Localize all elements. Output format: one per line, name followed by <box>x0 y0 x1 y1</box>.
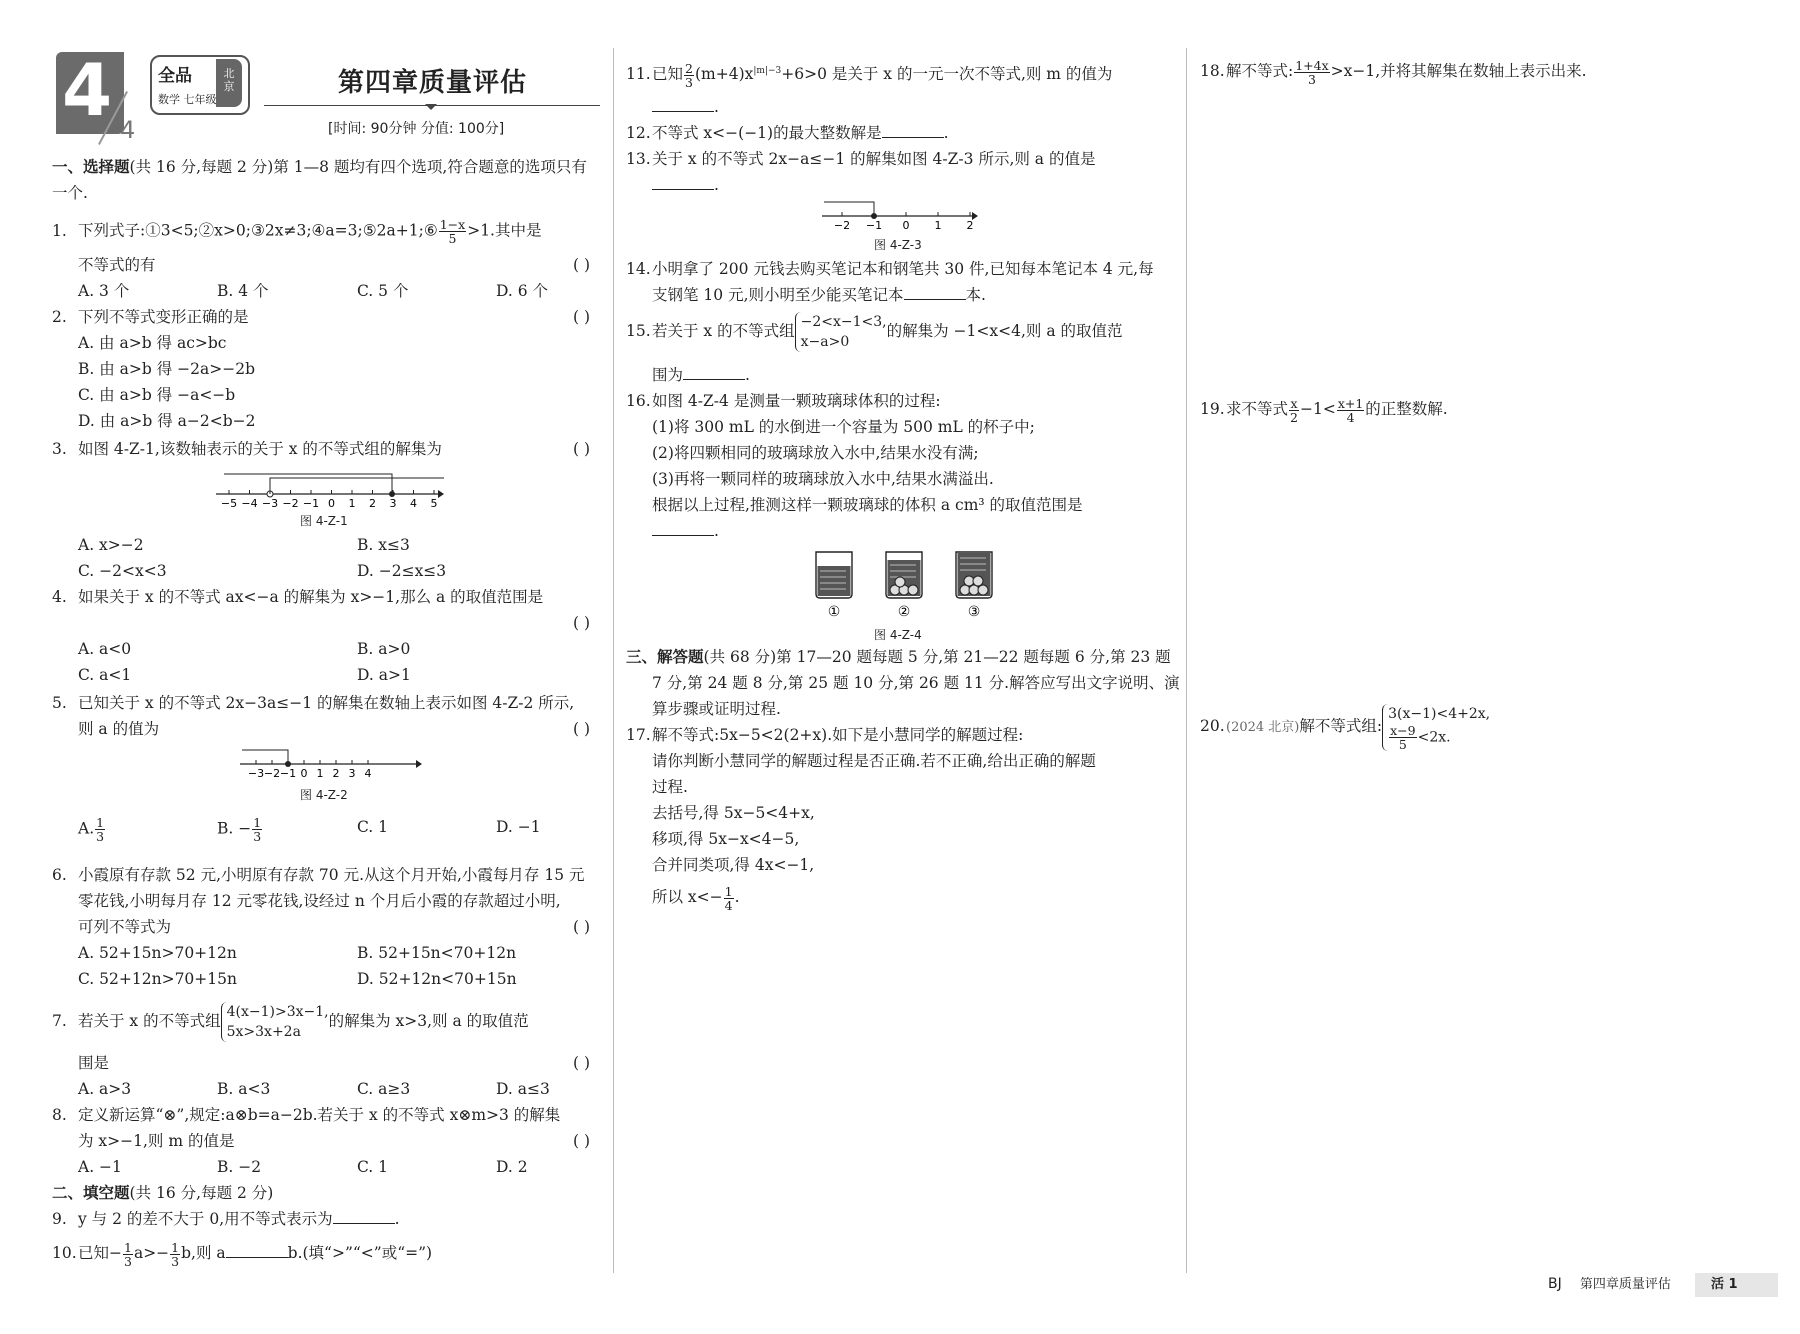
q1-fraction <box>439 218 466 245</box>
axis-tick-label: 0 <box>300 767 308 780</box>
q13-end: . <box>714 176 719 194</box>
q6-opt-c: C. 52+12n>70+15n <box>78 970 237 988</box>
time-info: [时间: 90分钟 分值: 100分] <box>328 121 505 137</box>
q8-line2: 为 x>−1,则 m 的值是 <box>78 1132 235 1150</box>
q18-frac-den: 3 <box>1307 71 1316 87</box>
q5-a-num: 1 <box>96 815 105 830</box>
axis-tick-label: 2 <box>966 219 974 232</box>
q16-text: 如图 4-Z-4 是测量一颗玻璃球体积的过程: <box>652 392 941 410</box>
q6-opt-a: A. 52+15n>70+12n <box>78 944 237 962</box>
q5-opt-a-frac <box>95 816 105 843</box>
q4-opt-d: D. a>1 <box>357 666 411 684</box>
q14-line2: 支钢笔 10 元,则小明至少能买笔记本 <box>652 286 904 304</box>
q17-step1: 去括号,得 5x−5<4+x, <box>652 804 815 822</box>
answer-paren: ( ) <box>572 308 590 326</box>
q20-sys2: <2x. <box>1417 729 1451 745</box>
q14-text: 小明拿了 200 元钱去购买笔记本和钢笔共 30 件,已知每本笔记本 4 元,每 <box>652 260 1154 278</box>
q6-line3: 可列不等式为 <box>78 918 172 936</box>
axis-tick-label: −1 <box>279 767 297 780</box>
footer-page: 活 1 <box>1695 1273 1778 1297</box>
q3-opt-c: C. −2<x<3 <box>78 562 167 580</box>
q15-system <box>795 312 887 352</box>
q6-line2: 零花钱,小明每月存 12 元零花钱,设经过 n 个月后小霞的存款超过小明, <box>78 892 561 910</box>
q15-answer-blank[interactable] <box>683 365 745 380</box>
footer-code: BJ <box>1548 1276 1562 1292</box>
q8-text: 定义新运算“⊗”,规定:a⊗b=a−2b.若关于 x 的不等式 x⊗m>3 的解集 <box>78 1106 561 1124</box>
q15-end: . <box>745 366 750 384</box>
q17-line1: 请你判断小慧同学的解题过程是否正确.若不正确,给出正确的解题 <box>652 752 1096 770</box>
q19-f1-num: x <box>1290 395 1298 411</box>
column-divider-2 <box>1186 48 1187 1273</box>
q1-opt-c: C. 5 个 <box>357 282 409 300</box>
q5-b-den: 3 <box>253 829 262 844</box>
q6-num: 6. <box>52 866 67 884</box>
chapter-number: 4 <box>62 48 113 132</box>
q12-text: 不等式 x<−(−1)的最大整数解是 <box>652 124 882 142</box>
answer-paren: ( ) <box>572 1054 590 1072</box>
q8-opt-b: B. −2 <box>217 1158 262 1176</box>
q9-answer-blank[interactable] <box>333 1209 395 1224</box>
q3-num: 3. <box>52 440 67 458</box>
q4-text: 如果关于 x 的不等式 ax<−a 的解集为 x>−1,那么 a 的取值范围是 <box>78 588 544 606</box>
q19-f2-num: x+1 <box>1337 395 1364 411</box>
region-char-1: 北 <box>223 67 235 80</box>
q16-step3: (3)再将一颗同样的玻璃球放入水中,结果水满溢出. <box>652 470 994 488</box>
q10-num: 10. <box>52 1244 77 1262</box>
q19-num: 19. <box>1200 400 1225 418</box>
q17-step4: 所以 x<− <box>652 888 723 906</box>
q20-source: (2024 北京) <box>1226 720 1300 735</box>
q8-opt-d: D. 2 <box>496 1158 528 1176</box>
q1-opt-a: A. 3 个 <box>78 282 130 300</box>
q8-num: 8. <box>52 1106 67 1124</box>
axis-tick-label: 3 <box>389 497 397 510</box>
section-3-desc3: 算步骤或证明过程. <box>652 700 781 718</box>
q7-opt-b: B. a<3 <box>217 1080 271 1098</box>
q18-frac <box>1294 59 1329 86</box>
q4-num: 4. <box>52 588 67 606</box>
q11-pre: 已知 <box>652 65 684 84</box>
q11-tail: +6>0 是关于 x 的一元一次不等式,则 m 的值为 <box>781 65 1113 84</box>
number-line-4-Z-3 <box>820 196 980 236</box>
answer-paren: ( ) <box>572 918 590 936</box>
q11-num: 11. <box>626 65 651 84</box>
q1-num: 1. <box>52 221 67 240</box>
beaker-label-2: ② <box>897 604 911 620</box>
q18-pre: 解不等式: <box>1226 62 1294 80</box>
q11-end: . <box>714 98 719 116</box>
axis-tick-label: −3 <box>261 497 279 510</box>
answer-paren: ( ) <box>572 440 590 458</box>
column-divider-1 <box>613 48 614 1273</box>
axis-tick-label: 2 <box>332 767 340 780</box>
q5-opt-b: B. − <box>217 819 252 838</box>
axis-tick-label: −2 <box>263 767 281 780</box>
section-3-desc2: 7 分,第 24 题 8 分,第 25 题 10 分,第 26 题 11 分.解答应写出文字说明、演 <box>652 674 1180 692</box>
axis-tick-label: 3 <box>348 767 356 780</box>
q12-answer-blank[interactable] <box>882 123 944 138</box>
q5-opt-b-frac <box>252 816 262 843</box>
q20-frac-den: 5 <box>1398 736 1407 752</box>
q11-frac-den: 3 <box>685 74 693 90</box>
axis-tick-label: 1 <box>934 219 942 232</box>
q16-num: 16. <box>626 392 651 410</box>
q13-num: 13. <box>626 150 651 168</box>
q9-end: . <box>394 1210 400 1228</box>
q10-tail: b.(填“>”“<”或“=”) <box>287 1244 433 1262</box>
axis-tick-label: 5 <box>430 497 438 510</box>
q7-system <box>221 1002 329 1042</box>
q1-frac-num: 1−x <box>439 217 466 232</box>
q5-num: 5. <box>52 694 67 712</box>
axis-tick-label: −5 <box>220 497 238 510</box>
section-3-desc: (共 68 分)第 17—20 题每题 5 分,第 21—22 题每题 6 分,第 23 题 <box>703 648 1171 666</box>
axis-tick-label: −4 <box>241 497 258 510</box>
q1-opt-d: D. 6 个 <box>496 282 549 300</box>
q7-opt-a: A. a>3 <box>78 1080 132 1098</box>
q13-text: 关于 x 的不等式 2x−a≤−1 的解集如图 4-Z-3 所示,则 a 的值是 <box>652 150 1096 168</box>
q5-b-num: 1 <box>253 815 262 830</box>
axis1-ticks <box>221 490 438 510</box>
axis-tick-label: −1 <box>865 219 883 232</box>
q17-end: . <box>734 888 740 906</box>
q6-opt-b: B. 52+15n<70+12n <box>357 944 517 962</box>
beaker-label-3: ③ <box>967 604 981 620</box>
q3-opt-d: D. −2≤x≤3 <box>357 562 447 580</box>
q17-frac-den: 4 <box>724 897 733 913</box>
q20-num: 20. <box>1200 717 1225 735</box>
chapter-small-number: 4 <box>120 116 136 144</box>
q10-frac-b <box>170 1241 180 1268</box>
q10-fa-den: 3 <box>124 1253 132 1269</box>
q10-frac-a <box>123 1241 133 1268</box>
q3-opt-b: B. x≤3 <box>357 536 410 554</box>
q7-opt-d: D. a≤3 <box>496 1080 550 1098</box>
q15-line2: 围为 <box>652 366 684 384</box>
q2-opt-b: B. 由 a>b 得 −2a>−2b <box>78 360 256 378</box>
q2-opt-a: A. 由 a>b 得 ac>bc <box>78 334 227 352</box>
beaker-2 <box>886 552 922 598</box>
q1-tail: >1.其中是 <box>467 221 542 240</box>
q6-opt-d: D. 52+12n<70+15n <box>357 970 517 988</box>
q5-opt-c: C. 1 <box>357 818 389 836</box>
q20-system <box>1382 704 1490 751</box>
q17-text: 解不等式:5x−5<2(2+x).如下是小慧同学的解题过程: <box>652 726 1024 744</box>
axis-tick-label: 1 <box>348 497 356 510</box>
answer-paren: ( ) <box>572 614 590 632</box>
axis-tick-label: 4 <box>410 497 417 510</box>
axis-tick-label: −1 <box>302 497 320 510</box>
q1 <box>52 218 598 245</box>
q19-f2-den: 4 <box>1346 409 1355 425</box>
q6-text: 小霞原有存款 52 元,小明原有存款 70 元.从这个月开始,小霞每月存 15 元 <box>78 866 585 884</box>
q19-frac-2 <box>1337 397 1364 424</box>
axis-tick-label: −3 <box>247 767 265 780</box>
q5-opt-d: D. −1 <box>496 818 541 836</box>
region-tag <box>216 59 242 107</box>
q10-fb-den: 3 <box>171 1253 180 1269</box>
q5-a-den: 3 <box>96 829 105 844</box>
beaker-figure <box>806 548 1006 624</box>
section-1-title: 一、选择题 <box>52 158 130 176</box>
answer-paren: ( ) <box>572 1132 590 1150</box>
region-char-2: 京 <box>223 80 235 93</box>
beaker-1 <box>816 552 852 598</box>
axis-tick-label: 4 <box>364 767 372 780</box>
answer-paren: ( ) <box>572 720 590 738</box>
q10-pre: 已知− <box>78 1244 122 1262</box>
q4-opt-c: C. a<1 <box>78 666 132 684</box>
q11-mid: (m+4)x <box>694 65 754 84</box>
axis-tick-label: 2 <box>369 497 376 510</box>
q15-sys1: −2<x−1<3, <box>800 314 887 330</box>
q2-opt-c: C. 由 a>b 得 −a<−b <box>78 386 236 404</box>
brand-name: 全品 <box>158 66 192 86</box>
beaker-3 <box>956 552 992 598</box>
axis3-ticks <box>834 212 974 232</box>
q16-question: 根据以上过程,推测这样一颗玻璃球的体积 a cm³ 的取值范围是 <box>652 496 1083 514</box>
section-3-title: 三、解答题 <box>626 648 704 666</box>
q10-mid: a>− <box>133 1244 170 1262</box>
q1-opt-b: B. 4 个 <box>217 282 269 300</box>
q15-num: 15. <box>626 322 651 340</box>
q7-line2: 围是 <box>78 1054 110 1072</box>
q19-f1-den: 2 <box>1290 409 1298 425</box>
q17-num: 17. <box>626 726 651 744</box>
q5-opt-a: A. <box>78 819 95 838</box>
answer-paren: ( ) <box>572 256 590 274</box>
q17-step3: 合并同类项,得 4x<−1, <box>652 856 815 874</box>
fig-4-Z-3-caption: 图 4-Z-3 <box>874 238 922 252</box>
beaker-label-1: ① <box>827 604 841 620</box>
q7-sys1: 4(x−1)>3x−1, <box>226 1004 329 1020</box>
axis-tick-label: −2 <box>282 497 299 510</box>
section-2-desc: (共 16 分,每题 2 分) <box>129 1184 274 1202</box>
q15-tail: 的解集为 −1<x<4,则 a 的取值范 <box>886 322 1123 340</box>
q10-fa-num: 1 <box>124 1239 132 1255</box>
axis-tick-label: −2 <box>833 219 851 232</box>
q15-text: 若关于 x 的不等式组 <box>652 322 795 340</box>
q2-text: 下列不等式变形正确的是 <box>78 308 249 326</box>
q14-num: 14. <box>626 260 651 278</box>
q18-num: 18. <box>1200 62 1225 80</box>
q7-sys2: 5x>3x+2a <box>226 1024 301 1040</box>
q2-opt-d: D. 由 a>b 得 a−2<b−2 <box>78 412 256 430</box>
q2-num: 2. <box>52 308 67 326</box>
q8-opt-a: A. −1 <box>78 1158 122 1176</box>
number-line-4-Z-2 <box>238 744 424 784</box>
fig-4-Z-1-caption: 图 4-Z-1 <box>300 514 348 528</box>
fig-4-Z-2-caption: 图 4-Z-2 <box>300 788 348 802</box>
q11-exponent: |m|−3 <box>753 66 782 76</box>
q19-frac-1 <box>1289 397 1299 424</box>
section-2-title: 二、填空题 <box>52 1184 130 1202</box>
axis-tick-label: 0 <box>328 497 335 510</box>
q9-num: 9. <box>52 1210 67 1228</box>
q20-frac <box>1389 724 1416 751</box>
q11-frac <box>684 62 694 89</box>
q20-sys1: 3(x−1)<4+2x, <box>1388 705 1491 722</box>
q7-num: 7. <box>52 1012 67 1030</box>
q17-frac <box>724 885 734 912</box>
q12-end: . <box>943 124 949 142</box>
footer-title: 第四章质量评估 <box>1579 1277 1671 1292</box>
q7-text: 若关于 x 的不等式组 <box>78 1012 221 1030</box>
q16-step1: (1)将 300 mL 的水倒进一个容量为 500 mL 的杯子中; <box>652 418 1035 436</box>
q19-pre: 求不等式 <box>1226 400 1289 418</box>
q3-text: 如图 4-Z-1,该数轴表示的关于 x 的不等式组的解集为 <box>78 440 442 458</box>
q4-opt-a: A. a<0 <box>78 640 132 658</box>
q15-sys2: x−a>0 <box>800 334 850 350</box>
title-rule-marker <box>425 104 437 110</box>
number-line-4-Z-1 <box>214 466 444 510</box>
q8-opt-c: C. 1 <box>357 1158 389 1176</box>
q5-line2: 则 a 的值为 <box>78 720 160 738</box>
q7-opt-c: C. a≥3 <box>357 1080 411 1098</box>
q16-answer-blank[interactable] <box>652 521 714 536</box>
q16-step2: (2)将四颗相同的玻璃球放入水中,结果水没有满; <box>652 444 979 462</box>
q4-opt-b: B. a>0 <box>357 640 411 658</box>
q7-tail: 的解集为 x>3,则 a 的取值范 <box>328 1012 529 1030</box>
q13-answer-blank[interactable] <box>652 175 714 190</box>
q18-tail: >x−1,并将其解集在数轴上表示出来. <box>1330 62 1587 80</box>
footer <box>1548 1272 1778 1296</box>
q17-step2: 移项,得 5x−x<4−5, <box>652 830 800 848</box>
section-1-desc2: 一个. <box>52 184 88 202</box>
axis2-ticks <box>248 760 372 780</box>
axis-tick-label: 0 <box>902 219 910 232</box>
q3-opt-a: A. x>−2 <box>78 536 144 554</box>
q10-answer-blank[interactable] <box>226 1243 288 1258</box>
section-1-desc: (共 16 分,每题 2 分)第 1—8 题均有四个选项,符合题意的选项只有 <box>129 158 587 176</box>
chapter-badge <box>56 48 124 134</box>
q12-num: 12. <box>626 124 651 142</box>
fig-4-Z-4-caption: 图 4-Z-4 <box>874 628 922 642</box>
q1-text: 下列式子:①3<5;②x>0;③2x≠3;④a=3;⑤2a+1;⑥ <box>78 221 438 240</box>
q20-pre: 解不等式组: <box>1299 717 1383 735</box>
q9-text: y 与 2 的差不大于 0,用不等式表示为 <box>78 1210 333 1228</box>
q10-fb-num: 1 <box>171 1239 180 1255</box>
brand-logo <box>150 55 250 115</box>
q18-frac-num: 1+4x <box>1295 57 1329 73</box>
q14-end: 本. <box>965 286 986 304</box>
page-title: 第四章质量评估 <box>338 68 528 98</box>
q19-tail: 的正整数解. <box>1365 400 1448 418</box>
q14-answer-blank[interactable] <box>904 285 966 300</box>
q19-mid: −1< <box>1299 400 1336 418</box>
axis-tick-label: 1 <box>316 767 324 780</box>
q17-frac-num: 1 <box>724 883 733 899</box>
q11-answer-blank[interactable] <box>652 97 714 112</box>
q10-mid2: b,则 a <box>181 1244 226 1262</box>
q17-line2: 过程. <box>652 778 688 796</box>
q1-frac-den: 5 <box>448 231 457 246</box>
q1-line2: 不等式的有 <box>78 256 156 274</box>
q11-frac-num: 2 <box>685 60 693 76</box>
q5-text: 已知关于 x 的不等式 2x−3a≤−1 的解集在数轴上表示如图 4-Z-2 所示, <box>78 694 575 712</box>
q20-frac-num: x−9 <box>1390 722 1416 738</box>
brand-sub: 数学 七年级 <box>158 93 217 106</box>
q16-end: . <box>714 522 719 540</box>
